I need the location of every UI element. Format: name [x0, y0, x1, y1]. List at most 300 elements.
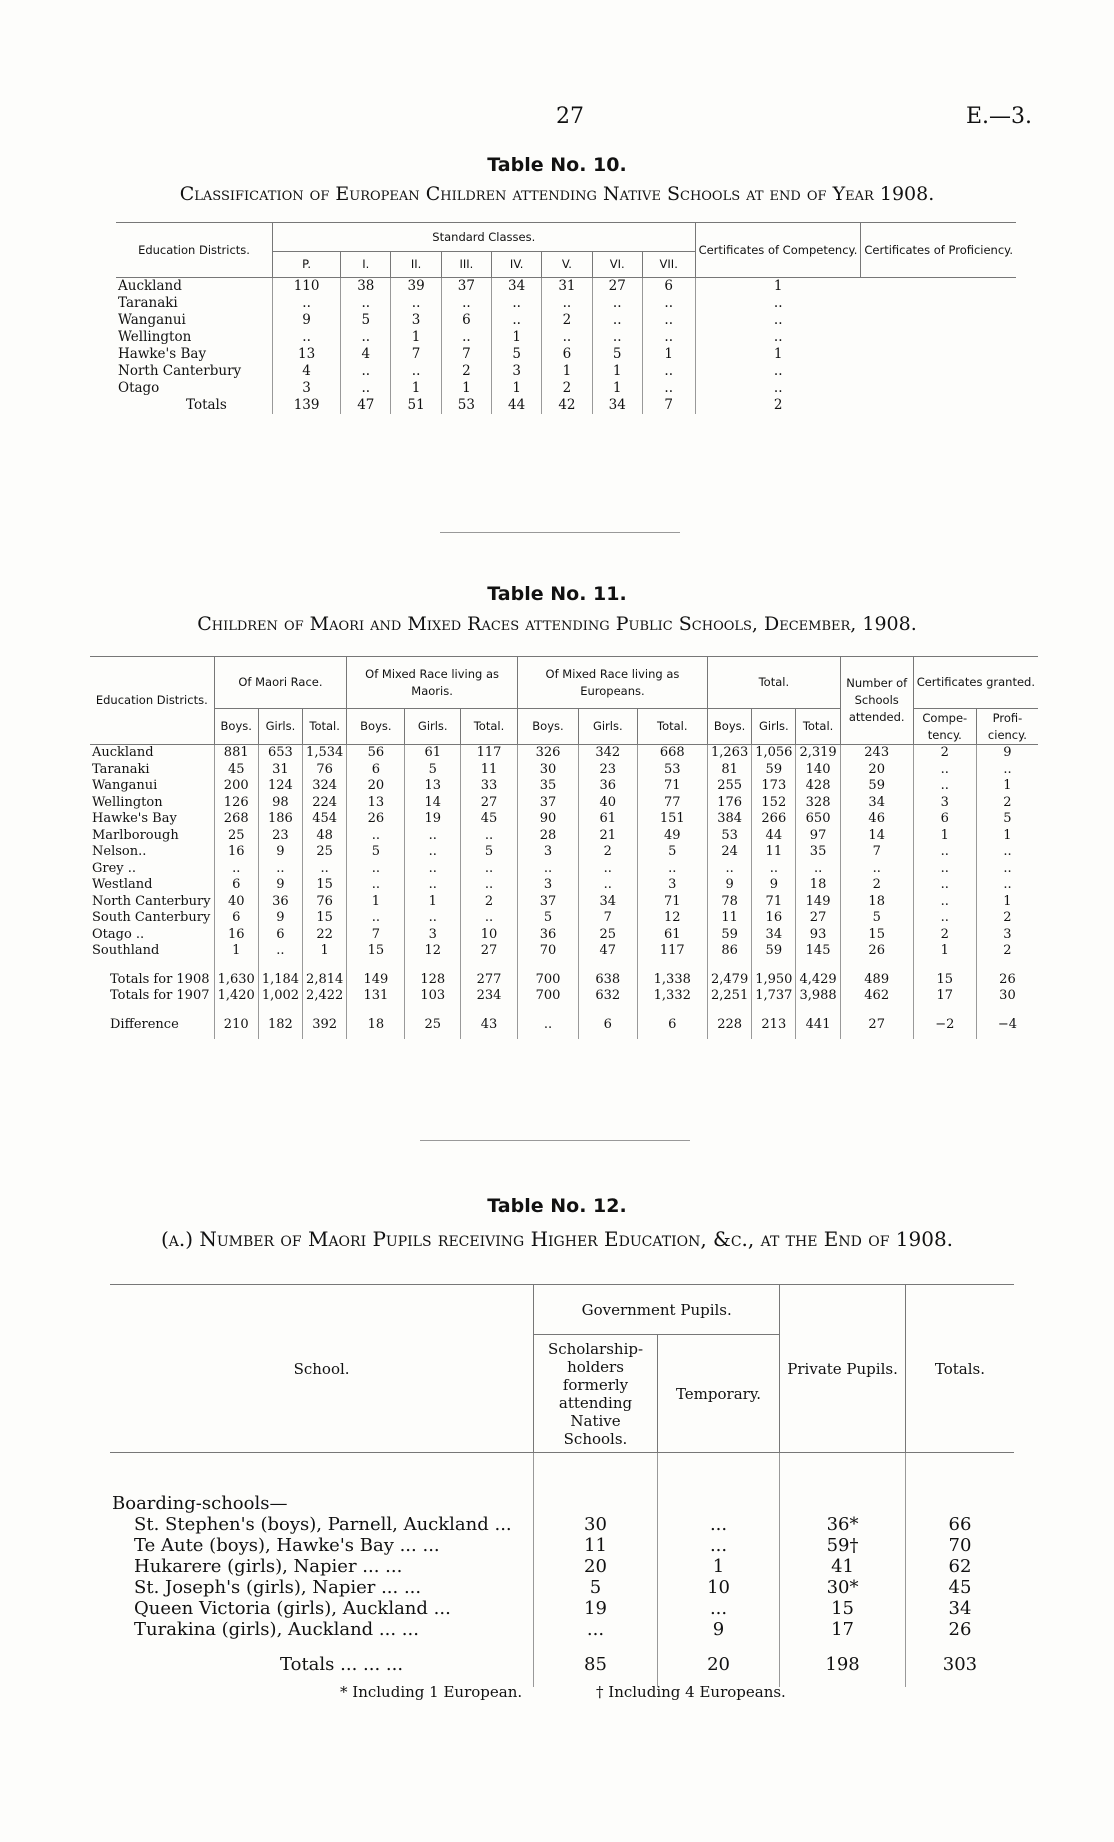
t11-cell: 14: [405, 795, 461, 812]
t11-row: [90, 861, 1038, 878]
t11-cell: 124: [258, 778, 302, 795]
t11-cell: ..: [913, 861, 976, 878]
t11-totals-1907-cell: 30: [976, 988, 1038, 1005]
t11-cell: 1: [976, 828, 1038, 845]
t11-totals-1907-district: Totals for 1907: [110, 988, 210, 1003]
t12-cell: [905, 1453, 1014, 1515]
t12-group-label: Boarding-schools—: [112, 1493, 288, 1514]
t10-totals-cell: 53: [441, 397, 491, 414]
t11-district: Grey ..: [92, 860, 137, 876]
t11-difference-cell: −4: [976, 1005, 1038, 1040]
t10-cell: ..: [341, 363, 391, 380]
t11-cell: 22: [303, 927, 347, 944]
t10-cell: ..: [273, 329, 341, 346]
t11-header-mixed-maori: Of Mixed Race living as Maoris.: [347, 657, 518, 709]
t11-totals-1907-cell: 700: [517, 988, 578, 1005]
t11-cell: 11: [461, 762, 518, 779]
t10-cell: ..: [695, 363, 861, 380]
t11-cell: ..: [258, 943, 302, 960]
t10-totals-cell: 34: [592, 397, 642, 414]
t11-cell: ..: [579, 861, 637, 878]
t10-cell: ..: [341, 380, 391, 397]
t11-cell: 71: [637, 778, 707, 795]
t11-totals-1908-cell: 638: [579, 960, 637, 989]
t12-header-scholar: Scholarship-holders formerly attending Native Schools.: [534, 1335, 658, 1453]
t10-district: Taranaki: [118, 295, 178, 311]
table11-title: Table No. 11.: [487, 583, 627, 605]
t10-col-header: III.: [441, 252, 491, 278]
t11-cell: 1: [303, 943, 347, 960]
t11-cell: 117: [637, 943, 707, 960]
t11-col-header-tot: Total.: [637, 709, 707, 745]
t11-col-header-boys: Boys.: [708, 709, 752, 745]
t11-cell: ..: [214, 861, 258, 878]
t11-row: [90, 894, 1038, 911]
t11-cell: ..: [461, 828, 518, 845]
t12-cell: 36*: [780, 1514, 906, 1535]
t11-cell: ..: [405, 861, 461, 878]
t11-cell: 46: [840, 811, 913, 828]
t11-cell: ..: [303, 861, 347, 878]
t12-row: [110, 1535, 1014, 1556]
t11-totals-1907-cell: 234: [461, 988, 518, 1005]
t11-cell: 71: [637, 894, 707, 911]
t11-totals-1907-cell: 3,988: [796, 988, 840, 1005]
t10-col-header: VI.: [592, 252, 642, 278]
t11-cell: 20: [840, 762, 913, 779]
t11-totals-1908-cell: 2,814: [303, 960, 347, 989]
t10-cell: ..: [341, 295, 391, 312]
t11-cell: 650: [796, 811, 840, 828]
t10-cell: ..: [492, 295, 542, 312]
t11-totals-1908-cell: 2,479: [708, 960, 752, 989]
t11-cell: 23: [579, 762, 637, 779]
t11-row: [90, 877, 1038, 894]
t11-cell: 384: [708, 811, 752, 828]
t12-total-cell: 20: [657, 1640, 779, 1687]
t11-cell: ..: [405, 877, 461, 894]
t11-district: Taranaki: [92, 761, 150, 777]
t10-cell: ..: [542, 329, 592, 346]
t11-cell: 48: [303, 828, 347, 845]
t10-totals-cell: 42: [542, 397, 592, 414]
t10-col-header: V.: [542, 252, 592, 278]
t11-cell: 6: [214, 910, 258, 927]
t10-cell: 4: [273, 363, 341, 380]
t12-cell: 10: [657, 1577, 779, 1598]
t12-school: St. Joseph's (girls), Napier ... ...: [134, 1577, 422, 1598]
t11-cell: 33: [461, 778, 518, 795]
t11-district: Southland: [92, 943, 160, 958]
t11-cell: ..: [976, 762, 1038, 779]
t10-cell: ..: [695, 329, 861, 346]
t10-row: [116, 278, 1016, 296]
t11-cell: 76: [303, 894, 347, 911]
t12-total-cell: 198: [780, 1640, 906, 1687]
t10-district: Wellington: [118, 329, 192, 345]
t11-cell: 145: [796, 943, 840, 960]
t12-school: Queen Victoria (girls), Auckland ...: [134, 1598, 451, 1619]
t11-cell: 881: [214, 745, 258, 762]
t11-cell: 47: [579, 943, 637, 960]
t10-cell: 1: [642, 346, 695, 363]
t11-difference-cell: 210: [214, 1005, 258, 1040]
t11-cell: 1,056: [752, 745, 796, 762]
t12-cell: 70: [905, 1535, 1014, 1556]
t10-cell: 38: [341, 278, 391, 296]
t11-cell: 2: [976, 795, 1038, 812]
t11-cell: 186: [258, 811, 302, 828]
t11-cell: ..: [347, 828, 405, 845]
t11-cell: 45: [214, 762, 258, 779]
t12-cell: 1: [657, 1556, 779, 1577]
t12-cell: 41: [780, 1556, 906, 1577]
t12-cell: ...: [534, 1619, 658, 1640]
t10-header-standard: Standard Classes.: [273, 223, 696, 252]
t12-school: Hukarere (girls), Napier ... ...: [134, 1556, 403, 1577]
t11-col-header-tot: Total.: [303, 709, 347, 745]
t11-header-district: Education Districts.: [90, 657, 214, 745]
t11-cell: 9: [258, 910, 302, 927]
t12-cell: 45: [905, 1577, 1014, 1598]
t10-cell: ..: [492, 312, 542, 329]
t11-totals-1907-cell: 17: [913, 988, 976, 1005]
t11-cell: 6: [913, 811, 976, 828]
t12-cell: 15: [780, 1598, 906, 1619]
t11-totals-1907-cell: 103: [405, 988, 461, 1005]
t11-cell: ..: [752, 861, 796, 878]
t10-cell: 3: [492, 363, 542, 380]
page-number: 27: [556, 104, 584, 129]
t11-row: [90, 910, 1038, 927]
t11-row: [90, 927, 1038, 944]
t11-cell: 1: [405, 894, 461, 911]
t10-row: [116, 329, 1016, 346]
t11-cell: 5: [840, 910, 913, 927]
t10-row: [116, 363, 1016, 380]
t11-cell: 243: [840, 745, 913, 762]
t11-cell: 2: [976, 910, 1038, 927]
t11-cell: 328: [796, 795, 840, 812]
t12-cell: 5: [534, 1577, 658, 1598]
t11-cell: 26: [347, 811, 405, 828]
t11-cell: ..: [913, 877, 976, 894]
table12: [110, 1284, 1014, 1687]
t12-cell: 11: [534, 1535, 658, 1556]
t11-col-header-boys: Boys.: [347, 709, 405, 745]
table11-subtitle: Children of Maori and Mixed Races attending Public Schools, December, 1908.: [197, 613, 917, 635]
t12-totals-label: Totals ... ... ...: [280, 1654, 404, 1675]
t11-cell: 78: [708, 894, 752, 911]
t10-cell: ..: [642, 363, 695, 380]
table10-title: Table No. 10.: [487, 154, 627, 176]
t10-col-header: P.: [273, 252, 341, 278]
t11-cell: 13: [405, 778, 461, 795]
t11-cell: 324: [303, 778, 347, 795]
t11-cell: 15: [303, 877, 347, 894]
t11-header-mixed-euro: Of Mixed Race living as Europeans.: [517, 657, 707, 709]
t11-cell: 37: [517, 795, 578, 812]
t11-cell: ..: [347, 861, 405, 878]
t11-col-header-comp: Compe-tency.: [913, 709, 976, 745]
t10-cell: 7: [391, 346, 441, 363]
t11-district: Auckland: [92, 745, 154, 760]
t11-cell: 56: [347, 745, 405, 762]
t11-cell: 6: [214, 877, 258, 894]
t12-cell: 17: [780, 1619, 906, 1640]
t11-cell: 61: [405, 745, 461, 762]
t12-cell: 9: [657, 1619, 779, 1640]
t12-cell: 20: [534, 1556, 658, 1577]
t11-cell: 27: [461, 943, 518, 960]
t10-cell: ..: [695, 312, 861, 329]
t11-cell: 24: [708, 844, 752, 861]
t11-cell: 16: [214, 844, 258, 861]
t10-cell: 2: [542, 380, 592, 397]
t10-district: Hawke's Bay: [118, 346, 207, 362]
t11-cell: 326: [517, 745, 578, 762]
t11-cell: 18: [796, 877, 840, 894]
t11-cell: ..: [405, 844, 461, 861]
t11-row: [90, 778, 1038, 795]
t11-row: [90, 811, 1038, 828]
t11-cell: 53: [637, 762, 707, 779]
t12-cell: 19: [534, 1598, 658, 1619]
t11-totals-1908-cell: 128: [405, 960, 461, 989]
t11-difference-cell: 25: [405, 1005, 461, 1040]
t11-cell: 18: [840, 894, 913, 911]
t10-row: [116, 346, 1016, 363]
t10-row: [116, 312, 1016, 329]
t11-cell: 71: [752, 894, 796, 911]
t11-cell: 342: [579, 745, 637, 762]
t11-col-header-girls: Girls.: [579, 709, 637, 745]
t11-totals-1908-cell: 1,184: [258, 960, 302, 989]
t11-row: [90, 795, 1038, 812]
t10-cell: ..: [391, 295, 441, 312]
t11-cell: 31: [258, 762, 302, 779]
t11-totals-1908-cell: 700: [517, 960, 578, 989]
t10-cell: 1: [492, 329, 542, 346]
t10-cell: 37: [441, 278, 491, 296]
t12-cell: 34: [905, 1598, 1014, 1619]
t12-row: [110, 1619, 1014, 1640]
t12-cell: 59†: [780, 1535, 906, 1556]
t11-cell: 40: [214, 894, 258, 911]
t11-cell: 16: [752, 910, 796, 927]
t10-cell: 39: [391, 278, 441, 296]
separator: [420, 1140, 690, 1141]
t10-cell: 110: [273, 278, 341, 296]
t10-totals-cell: 51: [391, 397, 441, 414]
t11-cell: 34: [579, 894, 637, 911]
t11-cell: 21: [579, 828, 637, 845]
t11-cell: 5: [405, 762, 461, 779]
t11-cell: 1: [913, 943, 976, 960]
footnote-2: † Including 4 Europeans.: [596, 1683, 786, 1701]
t12-row: [110, 1556, 1014, 1577]
t11-cell: ..: [517, 861, 578, 878]
t10-cell: 5: [592, 346, 642, 363]
t11-cell: 76: [303, 762, 347, 779]
t10-col-header: I.: [341, 252, 391, 278]
t11-cell: 7: [840, 844, 913, 861]
t11-totals-1908-cell: 1,630: [214, 960, 258, 989]
t11-cell: ..: [840, 861, 913, 878]
t10-cell: 27: [592, 278, 642, 296]
t11-cell: 90: [517, 811, 578, 828]
t10-cell: 31: [542, 278, 592, 296]
t10-header-proficiency: Certificates of Proficiency.: [861, 223, 1016, 278]
t11-cell: 61: [637, 927, 707, 944]
t12-group-row: [110, 1453, 1014, 1515]
t11-col-header-girls: Girls.: [752, 709, 796, 745]
t10-cell: 1: [695, 278, 861, 296]
t11-cell: 25: [579, 927, 637, 944]
t11-row: [90, 828, 1038, 845]
t12-school: Turakina (girls), Auckland ... ...: [134, 1619, 419, 1640]
t12-cell: 66: [905, 1514, 1014, 1535]
t10-cell: ..: [695, 380, 861, 397]
t11-difference-cell: 392: [303, 1005, 347, 1040]
t11-difference-cell: 18: [347, 1005, 405, 1040]
t11-cell: 36: [258, 894, 302, 911]
t11-cell: 653: [258, 745, 302, 762]
t11-cell: ..: [913, 894, 976, 911]
t10-cell: 13: [273, 346, 341, 363]
t10-cell: 9: [273, 312, 341, 329]
t11-cell: 15: [347, 943, 405, 960]
t11-cell: 2: [579, 844, 637, 861]
t12-totals-row: [110, 1640, 1014, 1687]
t11-cell: 59: [840, 778, 913, 795]
t11-cell: 26: [840, 943, 913, 960]
t11-header-maori: Of Maori Race.: [214, 657, 347, 709]
t11-cell: 266: [752, 811, 796, 828]
t11-cell: 59: [752, 943, 796, 960]
t11-header-total: Total.: [708, 657, 841, 709]
t11-totals-1907-cell: 1,737: [752, 988, 796, 1005]
t11-cell: 14: [840, 828, 913, 845]
t11-cell: 2: [913, 927, 976, 944]
t11-cell: 1,534: [303, 745, 347, 762]
t10-cell: 34: [492, 278, 542, 296]
t11-col-header-tot: Total.: [461, 709, 518, 745]
t11-totals-1907-cell: 632: [579, 988, 637, 1005]
t11-cell: 77: [637, 795, 707, 812]
t11-district: South Canterbury: [92, 910, 211, 925]
t10-district: Auckland: [118, 278, 182, 294]
t10-cell: ..: [642, 329, 695, 346]
page-reference: E.—3.: [966, 104, 1033, 129]
t11-col-header-boys: Boys.: [517, 709, 578, 745]
t11-cell: ..: [976, 877, 1038, 894]
t10-cell: ..: [592, 329, 642, 346]
t11-cell: 255: [708, 778, 752, 795]
t10-cell: 3: [391, 312, 441, 329]
t11-totals-1907-row: [90, 988, 1038, 1005]
t11-totals-1907-cell: 1,420: [214, 988, 258, 1005]
table10-subtitle: Classification of European Children attending Native Schools at end of Year 1908.: [179, 183, 935, 205]
t10-row: [116, 295, 1016, 312]
t10-cell: ..: [592, 312, 642, 329]
t11-cell: 1: [976, 894, 1038, 911]
t10-totals-cell: 47: [341, 397, 391, 414]
t11-cell: 35: [517, 778, 578, 795]
t11-cell: ..: [637, 861, 707, 878]
t11-col-header-boys: Boys.: [214, 709, 258, 745]
t10-totals-cell: 7: [642, 397, 695, 414]
t11-cell: 5: [517, 910, 578, 927]
t11-cell: 35: [796, 844, 840, 861]
table12-title: Table No. 12.: [487, 1195, 627, 1217]
t11-cell: 27: [461, 795, 518, 812]
t11-cell: ..: [913, 910, 976, 927]
t10-totals-row: [116, 397, 1016, 414]
t11-cell: 152: [752, 795, 796, 812]
t11-cell: 5: [461, 844, 518, 861]
t11-cell: 3: [913, 795, 976, 812]
t11-cell: 34: [840, 795, 913, 812]
t11-cell: 61: [579, 811, 637, 828]
t11-totals-1908-row: [90, 960, 1038, 989]
t11-row: [90, 762, 1038, 779]
t10-cell: 5: [341, 312, 391, 329]
t12-cell: [657, 1453, 779, 1515]
t11-cell: 1: [214, 943, 258, 960]
t11-difference-cell: ..: [517, 1005, 578, 1040]
t11-cell: ..: [913, 844, 976, 861]
t11-cell: 200: [214, 778, 258, 795]
t11-cell: 49: [637, 828, 707, 845]
t11-cell: 5: [637, 844, 707, 861]
t12-cell: 30*: [780, 1577, 906, 1598]
t12-cell: ...: [657, 1598, 779, 1619]
t11-totals-1908-district: Totals for 1908: [110, 971, 210, 987]
t11-difference-cell: 43: [461, 1005, 518, 1040]
t11-header-schools: Number of Schools attended.: [840, 657, 913, 745]
t11-cell: 668: [637, 745, 707, 762]
t11-cell: 9: [752, 877, 796, 894]
t10-cell: 1: [592, 363, 642, 380]
t11-cell: ..: [579, 877, 637, 894]
t11-district: Westland: [92, 877, 153, 892]
t12-total-cell: 85: [534, 1640, 658, 1687]
t11-totals-1908-cell: 15: [913, 960, 976, 989]
t11-cell: ..: [258, 861, 302, 878]
t11-cell: ..: [347, 910, 405, 927]
t11-difference-row: [90, 1005, 1038, 1040]
t12-header-temp: Temporary.: [657, 1335, 779, 1453]
t10-cell: 6: [542, 346, 592, 363]
t10-cell: ..: [695, 295, 861, 312]
t11-col-header-prof: Profi-ciency.: [976, 709, 1038, 745]
t10-cell: 5: [492, 346, 542, 363]
t11-cell: 27: [796, 910, 840, 927]
t11-cell: ..: [461, 877, 518, 894]
t11-cell: 3: [517, 844, 578, 861]
t11-cell: 12: [405, 943, 461, 960]
t10-cell: ..: [642, 380, 695, 397]
t11-difference-cell: 6: [579, 1005, 637, 1040]
t11-difference-cell: 441: [796, 1005, 840, 1040]
t11-cell: 2: [840, 877, 913, 894]
t11-cell: 15: [303, 910, 347, 927]
t11-cell: 16: [214, 927, 258, 944]
t10-cell: 4: [341, 346, 391, 363]
t11-cell: 9: [258, 877, 302, 894]
t11-cell: 6: [258, 927, 302, 944]
